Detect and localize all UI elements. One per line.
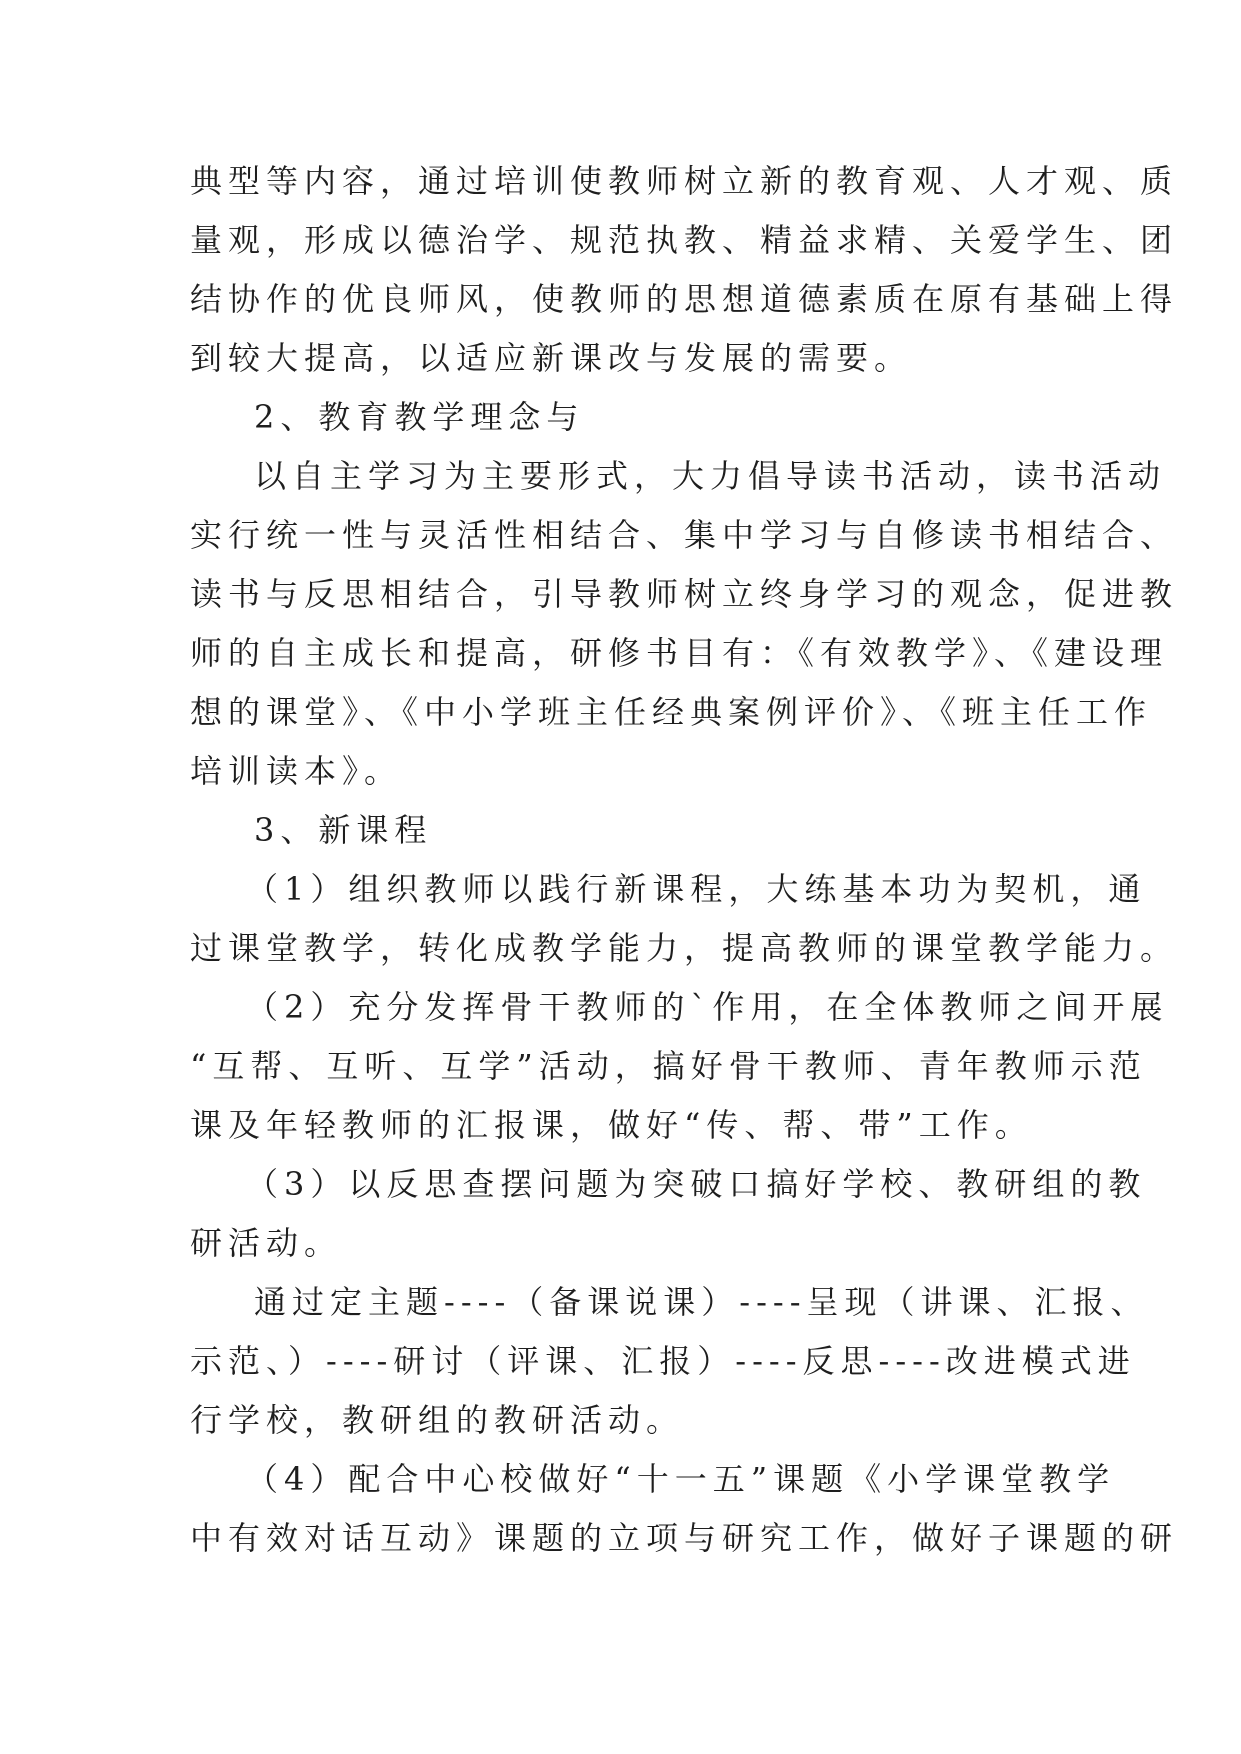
text-line: （3）以反思查摆问题为突破口搞好学校、教研组的教 — [246, 1165, 1147, 1203]
text-line: 实行统一性与灵活性相结合、集中学习与自修读书相结合、 — [190, 516, 1179, 554]
text-line: 读书与反思相结合，引导教师树立终身学习的观念，促进教 — [190, 575, 1179, 613]
text-line: 示范、）----研讨（评课、汇报）----反思----改进模式进 — [190, 1342, 1136, 1380]
text-line: 培训读本》。 — [190, 752, 403, 790]
text-line: 师的自主成长和提高，研修书目有：《有效教学》、《建设理 — [190, 634, 1169, 672]
text-line: 行学校，教研组的教研活动。 — [190, 1401, 685, 1439]
text-line: 典型等内容，通过培训使教师树立新的教育观、人才观、质 — [190, 162, 1179, 200]
document-body — [190, 152, 1179, 1568]
text-line: 中有效对话互动》课题的立项与研究工作，做好子课题的研 — [190, 1519, 1179, 1557]
text-line: 以自主学习为主要形式，大力倡导读书活动，读书活动 — [254, 457, 1167, 495]
text-line: 过课堂教学，转化成教学能力，提高教师的课堂教学能力。 — [190, 929, 1179, 967]
text-line: 课及年轻教师的汇报课，做好“传、帮、带”工作。 — [190, 1106, 1033, 1144]
text-line: “互帮、互听、互学”活动，搞好骨干教师、青年教师示范 — [190, 1047, 1147, 1085]
text-line: 结协作的优良师风，使教师的思想道德素质在原有基础上得 — [190, 280, 1179, 318]
text-line: 量观，形成以德治学、规范执教、精益求精、关爱学生、团 — [190, 221, 1179, 259]
text-line: （4）配合中心校做好“十一五”课题《小学课堂教学 — [246, 1460, 1116, 1498]
text-line: （1）组织教师以践行新课程，大练基本功为契机，通 — [246, 870, 1147, 908]
text-line: 通过定主题----（备课说课）----呈现（讲课、汇报、 — [254, 1283, 1149, 1321]
text-line: 想的课堂》、《中小学班主任经典案例评价》、《班主任工作 — [190, 693, 1153, 731]
text-line: 研活动。 — [190, 1224, 343, 1262]
section-heading: 2、教育教学理念与 — [254, 398, 585, 436]
text-line: 到较大提高，以适应新课改与发展的需要。 — [190, 339, 913, 377]
text-line: （2）充分发挥骨干教师的`作用，在全体教师之间开展 — [246, 988, 1169, 1026]
section-heading: 3、新课程 — [254, 811, 433, 849]
